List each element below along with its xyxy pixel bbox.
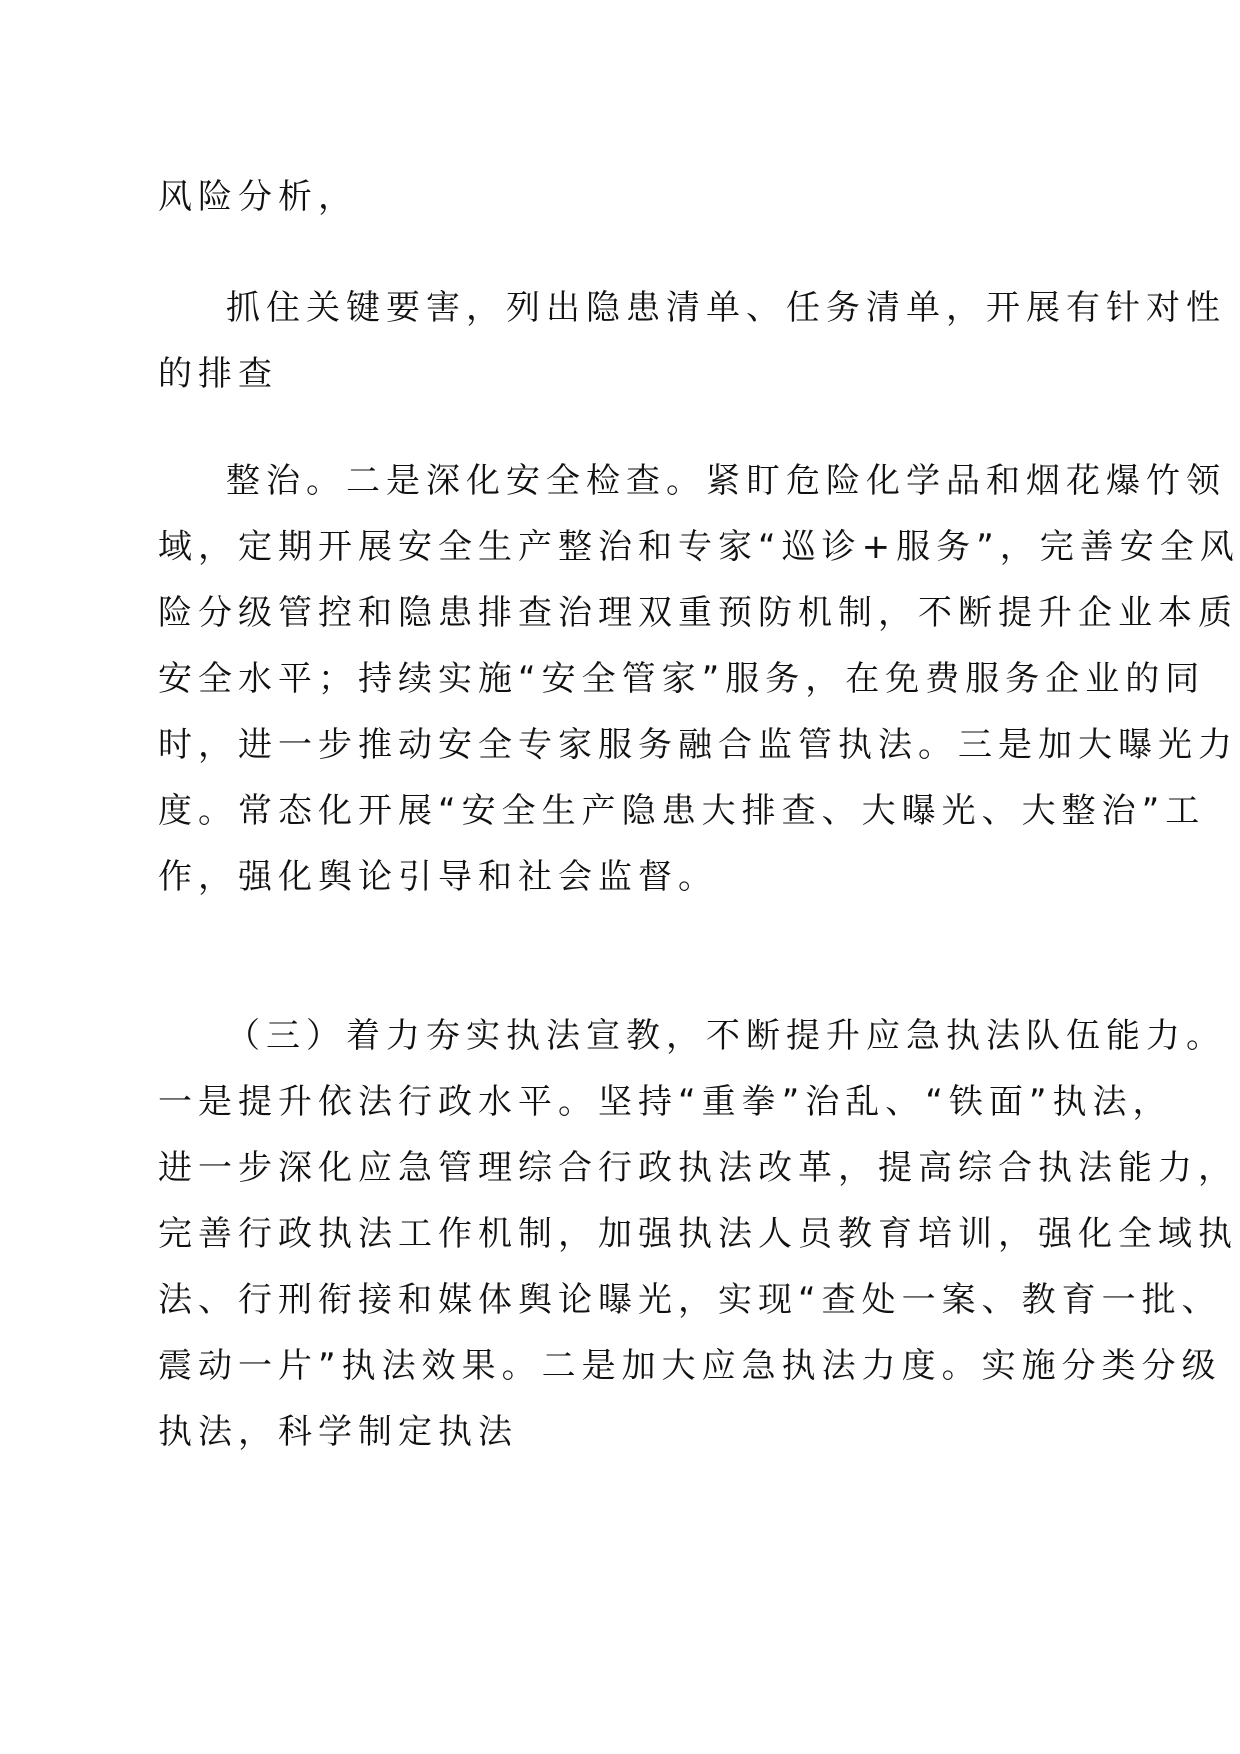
paragraph-line: 域，定期开展安全生产整治和专家“巡诊+服务”，完善安全风 — [158, 527, 1240, 567]
paragraph-line: 的排查 — [158, 354, 278, 394]
paragraph-3 — [158, 448, 1240, 910]
paragraph-line: 进一步深化应急管理综合行政执法改革，提高综合执法能力， — [158, 1148, 1238, 1188]
paragraph-line: 一是提升依法行政水平。坚持“重拳”治乱、“铁面”执法， — [158, 1082, 1173, 1122]
paragraph-line: 震动一片”执法效果。二是加大应急执法力度。实施分类分级 — [158, 1346, 1222, 1386]
paragraph-line: 整治。二是深化安全检查。紧盯危险化学品和烟花爆竹领 — [226, 461, 1226, 501]
paragraph-line: 安全水平；持续实施“安全管家”服务，在免费服务企业的同 — [158, 659, 1206, 699]
paragraph-line: 度。常态化开展“安全生产隐患大排查、大曝光、大整治”工 — [158, 791, 1206, 831]
paragraph-line: 法、行刑衔接和媒体舆论曝光，实现“查处一案、教育一批、 — [158, 1280, 1222, 1320]
paragraph-line: 时，进一步推动安全专家服务融合监管执法。三是加大曝光力 — [158, 725, 1238, 765]
paragraph-line: 险分级管控和隐患排查治理双重预防机制，不断提升企业本质 — [158, 593, 1238, 633]
paragraph-line: 执法，科学制定执法 — [158, 1412, 518, 1452]
paragraph-line: 作，强化舆论引导和社会监督。 — [158, 857, 718, 897]
paragraph-1 — [158, 164, 1082, 230]
paragraph-4 — [158, 1003, 1238, 1465]
paragraph-line: 完善行政执法工作机制，加强执法人员教育培训，强化全域执 — [158, 1214, 1238, 1254]
paragraph-line: （三）着力夯实执法宣教，不断提升应急执法队伍能力。 — [226, 1016, 1226, 1056]
paragraph-line: 风险分析， — [158, 177, 358, 217]
paragraph-line: 抓住关键要害，列出隐患清单、任务清单，开展有针对性 — [226, 288, 1226, 328]
paragraph-2 — [158, 275, 1226, 407]
